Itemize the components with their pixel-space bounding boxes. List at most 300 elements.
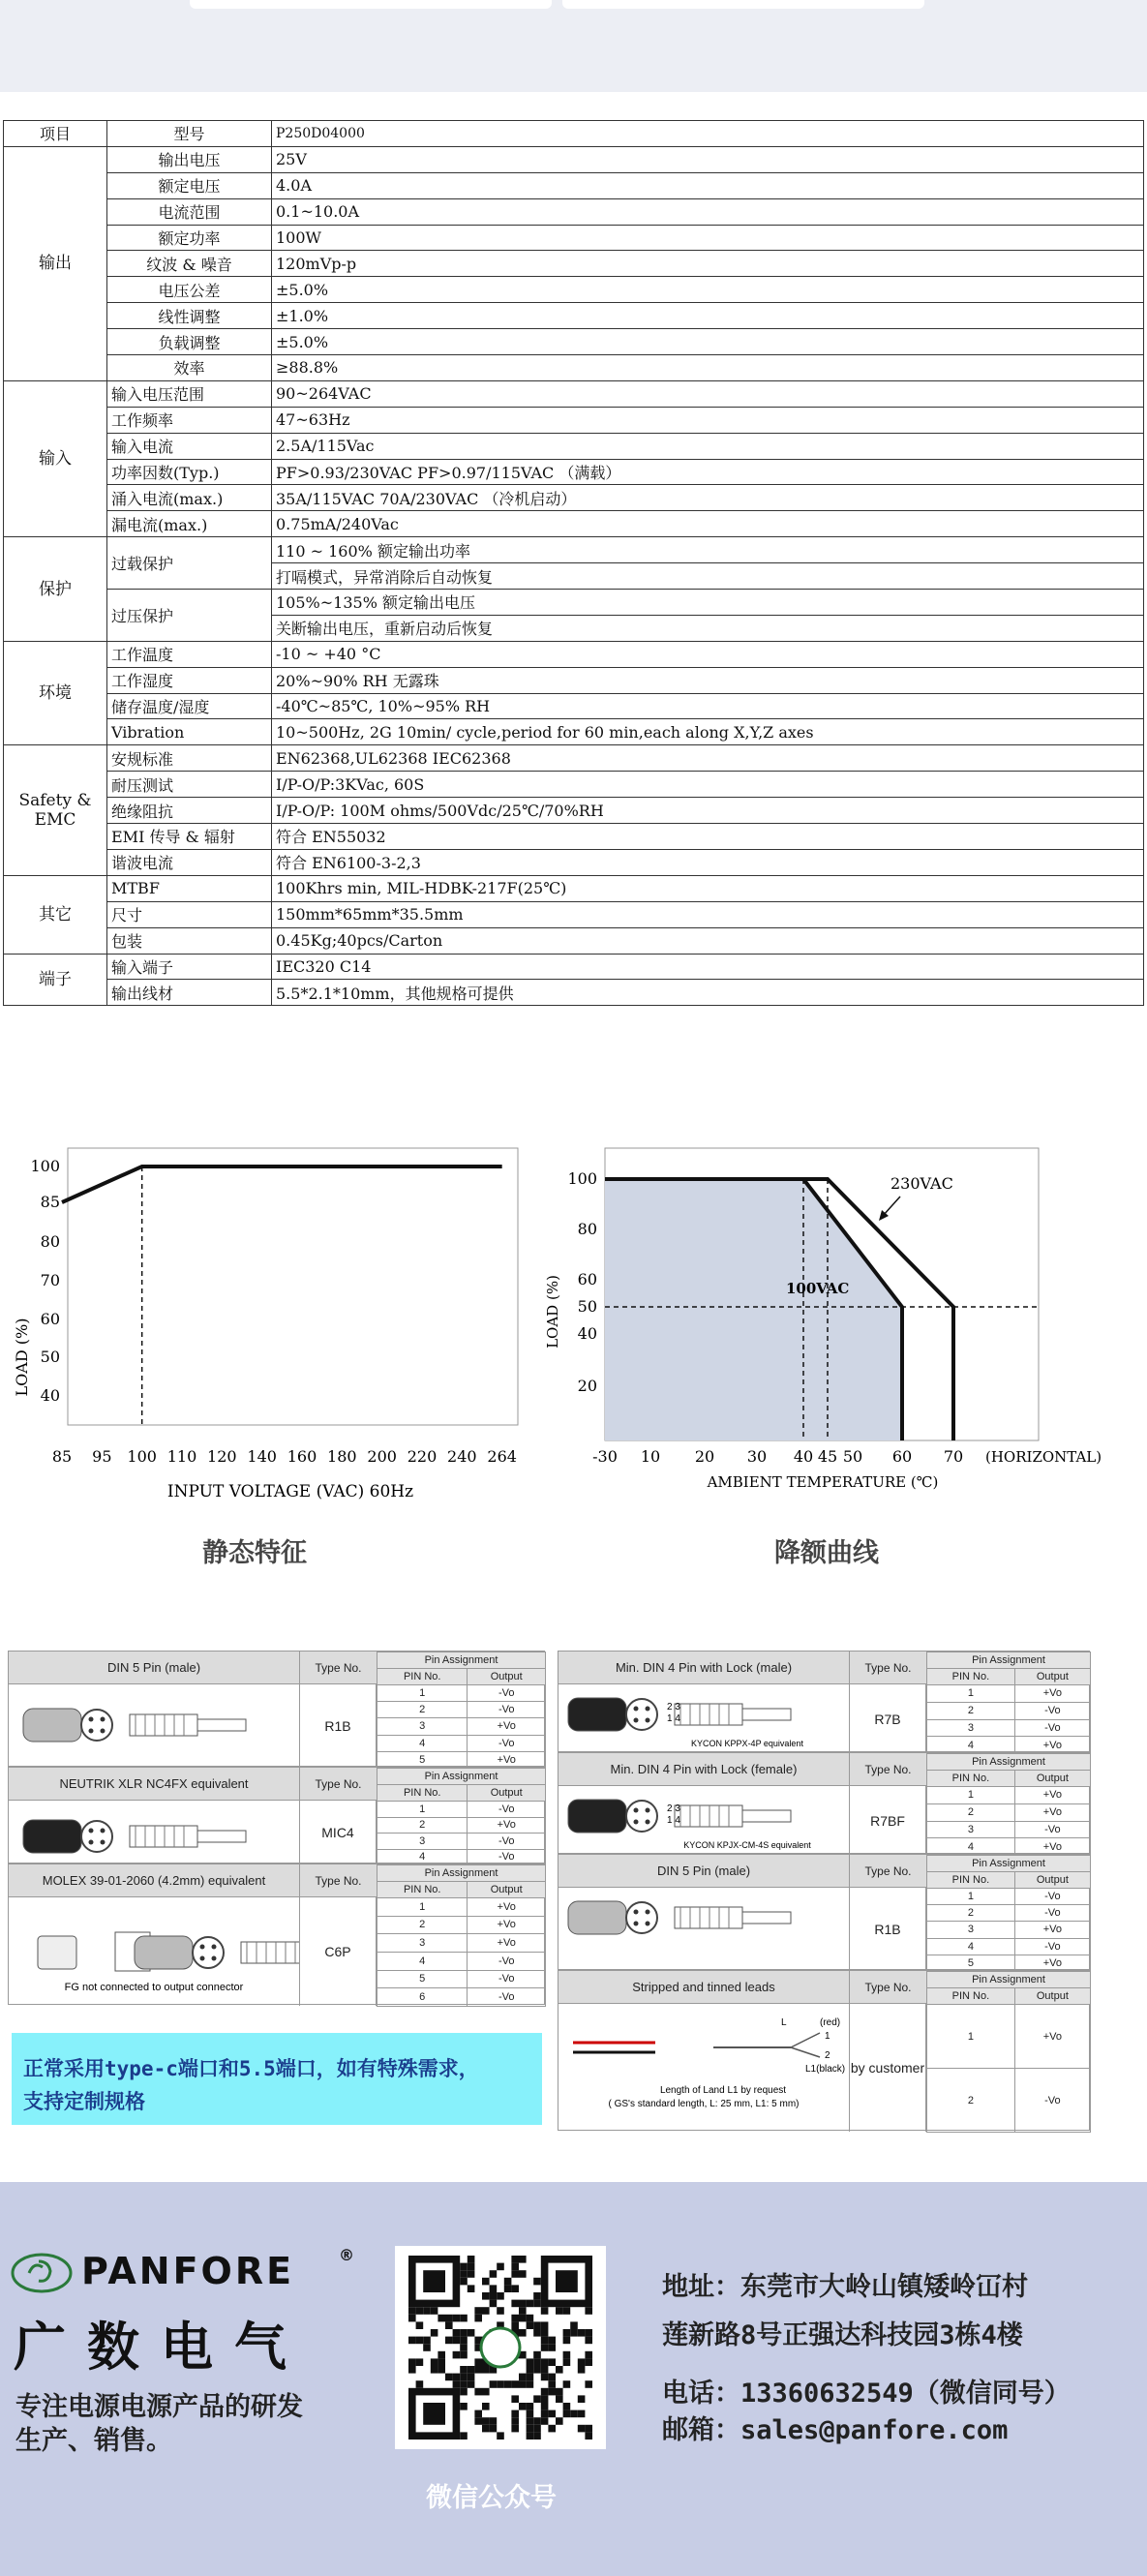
qr-module bbox=[519, 2256, 527, 2263]
spec-label: 输入电流 bbox=[107, 433, 272, 459]
qr-module bbox=[578, 2395, 586, 2403]
registered-mark: ® bbox=[339, 2246, 354, 2264]
qr-module bbox=[416, 2380, 424, 2388]
y-tick-label: 40 bbox=[577, 1324, 597, 1343]
pin-dot-icon bbox=[646, 1910, 650, 1915]
y-tick-label: 40 bbox=[40, 1386, 60, 1405]
qr-module bbox=[497, 2292, 504, 2300]
pin-number: 2 bbox=[927, 2069, 1015, 2133]
output-header: Output bbox=[468, 1669, 546, 1685]
connector-block bbox=[8, 1864, 545, 2005]
pin-assignment-header: Pin Assignment bbox=[377, 1769, 546, 1785]
x-axis-label: INPUT VOLTAGE (VAC) 60Hz bbox=[166, 1482, 414, 1501]
qr-module bbox=[431, 2329, 438, 2337]
qr-module bbox=[563, 2351, 571, 2359]
derating-curve-chart bbox=[542, 1133, 1147, 1510]
spec-label: 安规标准 bbox=[107, 745, 272, 772]
qr-module bbox=[460, 2380, 468, 2388]
connector-block bbox=[558, 1970, 1090, 2131]
spec-row bbox=[4, 901, 1144, 927]
pin-output: -Vo bbox=[468, 1685, 546, 1702]
qr-module bbox=[533, 2292, 541, 2300]
pin-output: +Vo bbox=[1014, 2005, 1090, 2069]
qr-module bbox=[519, 2270, 527, 2278]
qr-module bbox=[563, 2337, 571, 2345]
qr-module bbox=[578, 2425, 586, 2433]
spec-label: 谐波电流 bbox=[107, 849, 272, 875]
pin-number: 1 bbox=[927, 2005, 1015, 2069]
qr-module bbox=[416, 2358, 424, 2366]
pin-no-header: PIN No. bbox=[927, 1872, 1015, 1889]
qr-module bbox=[527, 2410, 534, 2418]
pin-output: -Vo bbox=[468, 1702, 546, 1718]
pin-no-header: PIN No. bbox=[377, 1785, 468, 1802]
qr-module bbox=[408, 2366, 416, 2374]
series-label-230vac: 230VAC bbox=[890, 1174, 953, 1193]
y-tick-label: 80 bbox=[577, 1220, 597, 1238]
pin-output: +Vo bbox=[1014, 1955, 1090, 1971]
pin-number: 3 bbox=[377, 1934, 468, 1953]
spec-value: ±5.0% bbox=[272, 329, 1144, 355]
connector-panel-left bbox=[8, 1651, 545, 2005]
qr-module bbox=[482, 2388, 490, 2396]
qr-module bbox=[416, 2337, 424, 2345]
qr-module bbox=[445, 2337, 453, 2345]
spec-row bbox=[4, 719, 1144, 745]
qr-module bbox=[453, 2351, 461, 2359]
qr-module bbox=[482, 2292, 490, 2300]
spec-value: 0.45Kg;40pcs/Carton bbox=[272, 927, 1144, 954]
pin-output: +Vo bbox=[1014, 1838, 1090, 1856]
spec-value: 150mm*65mm*35.5mm bbox=[272, 901, 1144, 927]
connector-block bbox=[558, 1854, 1090, 1970]
pin-dot-icon bbox=[646, 1820, 650, 1825]
pin-no-header: PIN No. bbox=[927, 1771, 1015, 1787]
spec-row bbox=[4, 954, 1144, 980]
qr-module bbox=[511, 2321, 519, 2329]
qr-module bbox=[548, 2388, 556, 2396]
spec-label: 包装 bbox=[107, 927, 272, 954]
pin-number: 4 bbox=[377, 1952, 468, 1970]
qr-module bbox=[474, 2388, 482, 2396]
pin-dot-icon bbox=[646, 1808, 650, 1813]
pin-number: 4 bbox=[927, 1938, 1015, 1955]
qr-module bbox=[563, 2410, 571, 2418]
y-tick-label: 100 bbox=[567, 1169, 597, 1188]
pin-dot-icon bbox=[200, 1956, 205, 1961]
spec-label: 输入电压范围 bbox=[107, 380, 272, 407]
x-tick-label: 30 bbox=[746, 1447, 768, 1466]
pin-table bbox=[377, 1768, 546, 1865]
qr-module bbox=[541, 2395, 549, 2403]
spec-label: 功率因数(Typ.) bbox=[107, 459, 272, 485]
pin-output: -Vo bbox=[468, 1834, 546, 1850]
connector-block bbox=[8, 1767, 545, 1864]
pin-map-label: 2 3 bbox=[667, 1803, 680, 1814]
pin-number: 3 bbox=[927, 1821, 1015, 1838]
pin-dot-icon bbox=[89, 1840, 94, 1845]
x-tick-label: 200 bbox=[367, 1447, 397, 1466]
spec-value: ≥88.8% bbox=[272, 355, 1144, 381]
output-header: Output bbox=[1014, 1988, 1090, 2005]
qr-module bbox=[438, 2351, 445, 2359]
x-tick-label: 10 bbox=[640, 1447, 661, 1466]
pin-output: +Vo bbox=[468, 1916, 546, 1934]
spec-label: 过压保护 bbox=[107, 590, 272, 642]
qr-module bbox=[511, 2300, 519, 2308]
pin-map-label: 2 3 bbox=[667, 1702, 680, 1712]
qr-module bbox=[431, 2358, 438, 2366]
spec-value: 120mVp-p bbox=[272, 251, 1144, 277]
pin-output: -Vo bbox=[1014, 1905, 1090, 1922]
header-model-label: 型号 bbox=[107, 121, 272, 147]
pin-dot-icon bbox=[89, 1717, 94, 1722]
qr-module bbox=[563, 2307, 571, 2315]
qr-module bbox=[541, 2344, 549, 2351]
output-header: Output bbox=[1014, 1872, 1090, 1889]
qr-module bbox=[460, 2270, 468, 2278]
spec-label: 工作频率 bbox=[107, 407, 272, 433]
pin-dot-icon bbox=[101, 1729, 106, 1734]
qr-module bbox=[548, 2344, 556, 2351]
qr-module bbox=[533, 2278, 541, 2286]
pin-dot-icon bbox=[634, 1820, 639, 1825]
pin-number: 1 bbox=[927, 1889, 1015, 1905]
pin-number: 4 bbox=[377, 1849, 468, 1865]
qr-logo-icon bbox=[481, 2328, 520, 2367]
pin-output: +Vo bbox=[468, 1898, 546, 1917]
spec-value: IEC320 C14 bbox=[272, 954, 1144, 980]
qr-module bbox=[556, 2388, 563, 2396]
spec-value: 47~63Hz bbox=[272, 407, 1144, 433]
plug-body-icon bbox=[23, 1709, 81, 1742]
connector-sub-label: KYCON KPPX-4P equivalent bbox=[691, 1739, 803, 1748]
qr-module bbox=[504, 2278, 512, 2286]
plug-body-icon bbox=[568, 1901, 626, 1934]
qr-module bbox=[585, 2425, 592, 2433]
pin-number: 2 bbox=[377, 1702, 468, 1718]
pin-dot-icon bbox=[101, 1840, 106, 1845]
cable-grip-icon bbox=[675, 1704, 742, 1725]
y-axis-label: LOAD (%) bbox=[544, 1275, 561, 1349]
qr-module bbox=[474, 2315, 482, 2322]
chart-title-static: 静态特征 bbox=[202, 1538, 307, 1568]
x-tick-label: 60 bbox=[891, 1447, 913, 1466]
qr-module bbox=[533, 2351, 541, 2359]
qr-module bbox=[541, 2307, 549, 2315]
spec-row bbox=[4, 459, 1144, 485]
qr-module bbox=[453, 2380, 461, 2388]
qr-module bbox=[423, 2307, 431, 2315]
connector-illustration-icon bbox=[558, 1786, 849, 1855]
type-no-header: Type No. bbox=[849, 1753, 926, 1786]
plot-area bbox=[68, 1148, 518, 1425]
qr-module bbox=[527, 2300, 534, 2308]
qr-module bbox=[482, 2417, 490, 2425]
pin-output: -Vo bbox=[468, 1970, 546, 1988]
spec-row bbox=[4, 875, 1144, 901]
type-no-header: Type No. bbox=[849, 1855, 926, 1888]
spec-value: ±5.0% bbox=[272, 277, 1144, 303]
output-header: Output bbox=[468, 1882, 546, 1898]
qr-module bbox=[527, 2315, 534, 2322]
qr-module bbox=[533, 2417, 541, 2425]
type-no-header: Type No. bbox=[299, 1768, 377, 1801]
qr-module bbox=[585, 2337, 592, 2345]
spec-value: 20%~90% RH 无露珠 bbox=[272, 667, 1144, 693]
header-model: P250D04000 bbox=[272, 121, 1144, 147]
pin-assignment-header: Pin Assignment bbox=[927, 1972, 1091, 1988]
spec-row bbox=[4, 798, 1144, 824]
connector-illustration-icon bbox=[9, 1801, 299, 1864]
qr-module bbox=[468, 2263, 475, 2271]
pin-number: 2 bbox=[927, 1702, 1015, 1719]
qr-module bbox=[474, 2366, 482, 2374]
molex-plug-icon bbox=[38, 1936, 76, 1969]
spec-value: 关断输出电压，重新启动后恢复 bbox=[272, 615, 1144, 641]
x-tick-label: 40 bbox=[793, 1447, 814, 1466]
spec-value: 100Khrs min, MIL-HDBK-217F(25℃) bbox=[272, 875, 1144, 901]
spec-row bbox=[4, 511, 1144, 537]
qr-module bbox=[519, 2315, 527, 2322]
x-extra-label: (HORIZONTAL) bbox=[985, 1448, 1102, 1466]
pin-no-header: PIN No. bbox=[377, 1882, 468, 1898]
qr-module bbox=[578, 2358, 586, 2366]
qr-module bbox=[482, 2366, 490, 2374]
qr-module bbox=[578, 2329, 586, 2337]
qr-module bbox=[408, 2315, 416, 2322]
header-item: 项目 bbox=[4, 121, 107, 147]
x-tick-label: 50 bbox=[842, 1447, 863, 1466]
qr-module bbox=[533, 2425, 541, 2433]
pin-dot-icon bbox=[634, 1922, 639, 1926]
spec-label: 工作湿度 bbox=[107, 667, 272, 693]
qr-module bbox=[453, 2315, 461, 2322]
pin-number: 5 bbox=[927, 1955, 1015, 1971]
connector-name: DIN 5 Pin (male) bbox=[558, 1855, 849, 1888]
qr-module bbox=[533, 2358, 541, 2366]
qr-module bbox=[431, 2366, 438, 2374]
pin-output: -Vo bbox=[1014, 2069, 1090, 2133]
pin-dot-icon bbox=[634, 1808, 639, 1813]
connector-block bbox=[558, 1752, 1090, 1854]
company-name: 广数电气 bbox=[14, 2317, 308, 2378]
qr-module bbox=[578, 2410, 586, 2418]
qr-module bbox=[527, 2374, 534, 2381]
pin-dot-icon bbox=[89, 1729, 94, 1734]
pin-table bbox=[926, 1971, 1091, 2133]
plug-body-icon bbox=[568, 1800, 626, 1833]
qr-module bbox=[482, 2403, 490, 2410]
qr-module bbox=[460, 2388, 468, 2396]
connector-panel-right bbox=[558, 1651, 1090, 2131]
qr-module bbox=[563, 2380, 571, 2388]
connector-illustration-icon bbox=[558, 2004, 849, 2132]
x-tick-label: 85 bbox=[51, 1447, 73, 1466]
pin-output: -Vo bbox=[1014, 1821, 1090, 1838]
spec-row bbox=[4, 641, 1144, 667]
lead-label: L bbox=[781, 2017, 787, 2028]
x-tick-label: 100 bbox=[127, 1447, 157, 1466]
connector-type: R7B bbox=[849, 1684, 926, 1753]
spec-row bbox=[4, 251, 1144, 277]
pin-table bbox=[926, 1855, 1091, 1972]
pin-number: 1 bbox=[927, 1787, 1015, 1804]
pin-output: -Vo bbox=[468, 1735, 546, 1751]
pin-dot-icon bbox=[634, 1707, 639, 1712]
qr-module bbox=[527, 2366, 534, 2374]
qr-module bbox=[497, 2432, 504, 2440]
y-tick-label: 80 bbox=[40, 1232, 60, 1251]
qr-module bbox=[585, 2307, 592, 2315]
qr-module bbox=[556, 2366, 563, 2374]
qr-module bbox=[548, 2374, 556, 2381]
qr-module bbox=[527, 2380, 534, 2388]
spec-value: I/P-O/P:3KVac, 60S bbox=[272, 772, 1144, 798]
qr-module bbox=[541, 2410, 549, 2418]
static-characteristic-chart bbox=[0, 1133, 542, 1510]
spec-category: 保护 bbox=[4, 537, 107, 642]
qr-module bbox=[585, 2351, 592, 2359]
spec-row bbox=[4, 407, 1144, 433]
connector-type: R1B bbox=[299, 1684, 377, 1768]
type-no-header: Type No. bbox=[849, 1971, 926, 2004]
spec-table bbox=[3, 120, 1144, 1006]
qr-module bbox=[548, 2425, 556, 2433]
qr-module bbox=[556, 2395, 563, 2403]
qr-module bbox=[533, 2432, 541, 2440]
qr-module bbox=[541, 2329, 549, 2337]
pin-output: -Vo bbox=[468, 1988, 546, 2007]
lead-label: L1(black) bbox=[805, 2064, 846, 2075]
brand-logo-icon bbox=[10, 2252, 74, 2294]
qr-module bbox=[570, 2329, 578, 2337]
x-axis-label: AMBIENT TEMPERATURE (℃) bbox=[707, 1473, 939, 1491]
cable-grip-icon bbox=[241, 1942, 299, 1963]
plug-body-icon bbox=[23, 1820, 81, 1853]
qr-module bbox=[453, 2337, 461, 2345]
lead-diagram-icon bbox=[791, 2047, 820, 2057]
connector-type: MIC4 bbox=[299, 1801, 377, 1864]
pin-dot-icon bbox=[101, 1829, 106, 1834]
qr-module bbox=[460, 2263, 468, 2271]
spec-label: 涌入电流(max.) bbox=[107, 485, 272, 511]
connector-footnote: FG not connected to output connector bbox=[64, 1982, 244, 1993]
qr-module bbox=[468, 2366, 475, 2374]
spec-category: 输入 bbox=[4, 380, 107, 536]
qr-module bbox=[585, 2329, 592, 2337]
qr-module bbox=[474, 2358, 482, 2366]
qr-module bbox=[541, 2358, 549, 2366]
y-axis-label: LOAD (%) bbox=[13, 1318, 31, 1397]
cable-icon bbox=[742, 1912, 791, 1924]
qr-module bbox=[527, 2432, 534, 2440]
pin-output: -Vo bbox=[1014, 1719, 1090, 1737]
qr-module bbox=[460, 2315, 468, 2322]
spec-label: 漏电流(max.) bbox=[107, 511, 272, 537]
x-tick-label: 264 bbox=[487, 1447, 517, 1466]
qr-module bbox=[423, 2337, 431, 2345]
qr-module bbox=[541, 2366, 549, 2374]
spec-row bbox=[4, 485, 1144, 511]
spec-label: 输出线材 bbox=[107, 980, 272, 1006]
spec-value: 110 ~ 160% 额定输出功率 bbox=[272, 537, 1144, 563]
custom-note bbox=[12, 2033, 542, 2125]
y-tick-label: 60 bbox=[577, 1270, 597, 1288]
qr-module bbox=[533, 2321, 541, 2329]
qr-module bbox=[431, 2307, 438, 2315]
pin-no-header: PIN No. bbox=[927, 1669, 1015, 1685]
qr-module bbox=[570, 2410, 578, 2418]
cable-grip-icon bbox=[675, 1907, 742, 1928]
pin-table bbox=[377, 1652, 546, 1769]
qr-module bbox=[548, 2410, 556, 2418]
spec-row bbox=[4, 927, 1144, 954]
spec-label: MTBF bbox=[107, 875, 272, 901]
cable-grip-icon bbox=[130, 1714, 197, 1736]
spec-label: EMI 传导 & 辐射 bbox=[107, 824, 272, 850]
x-tick-label: 220 bbox=[407, 1447, 438, 1466]
qr-module bbox=[445, 2321, 453, 2329]
qr-module bbox=[408, 2337, 416, 2345]
lead-label: Length of Land L1 by request bbox=[659, 2085, 787, 2096]
spec-category: 输出 bbox=[4, 146, 107, 380]
cable-grip-icon bbox=[130, 1826, 197, 1847]
plug-face-icon bbox=[81, 1710, 112, 1741]
pin-number: 3 bbox=[377, 1834, 468, 1850]
qr-module bbox=[474, 2410, 482, 2418]
pin-number: 2 bbox=[927, 1905, 1015, 1922]
spec-label: 耐压测试 bbox=[107, 772, 272, 798]
pin-dot-icon bbox=[212, 1945, 217, 1950]
qr-module bbox=[563, 2358, 571, 2366]
phone: 电话：13360632549（微信同号） bbox=[662, 2379, 1071, 2409]
output-header: Output bbox=[1014, 1669, 1090, 1685]
spec-label: 额定电压 bbox=[107, 172, 272, 198]
qr-module bbox=[423, 2344, 431, 2351]
x-tick-label: 120 bbox=[207, 1447, 237, 1466]
lead-label: 2 bbox=[825, 2050, 830, 2061]
plug-face-icon bbox=[193, 1937, 224, 1968]
slogan-line2: 生产、销售。 bbox=[15, 2426, 172, 2456]
qr-module bbox=[438, 2358, 445, 2366]
type-no-header: Type No. bbox=[849, 1652, 926, 1684]
spec-label: 负载调整 bbox=[107, 329, 272, 355]
pin-output: -Vo bbox=[468, 1952, 546, 1970]
qr-module bbox=[527, 2403, 534, 2410]
qr-module bbox=[468, 2329, 475, 2337]
spec-label: 工作温度 bbox=[107, 641, 272, 667]
pin-output: -Vo bbox=[1014, 1938, 1090, 1955]
qr-module bbox=[511, 2425, 519, 2433]
plug-body-icon bbox=[135, 1936, 193, 1969]
qr-module bbox=[460, 2278, 468, 2286]
pin-dot-icon bbox=[101, 1717, 106, 1722]
connector-type: R7BF bbox=[849, 1786, 926, 1855]
qr-module bbox=[474, 2417, 482, 2425]
spec-value: 105%~135% 额定输出电压 bbox=[272, 590, 1144, 616]
spec-value: I/P-O/P: 100M ohms/500Vdc/25℃/70%RH bbox=[272, 798, 1144, 824]
qr-module bbox=[527, 2358, 534, 2366]
connector-name: Stripped and tinned leads bbox=[558, 1971, 849, 2004]
qr-module bbox=[490, 2380, 498, 2388]
qr-module bbox=[511, 2315, 519, 2322]
qr-module bbox=[541, 2403, 549, 2410]
spec-value: 打嗝模式，异常消除后自动恢复 bbox=[272, 563, 1144, 590]
spec-row bbox=[4, 329, 1144, 355]
qr-module bbox=[497, 2263, 504, 2271]
pin-number: 1 bbox=[377, 1898, 468, 1917]
